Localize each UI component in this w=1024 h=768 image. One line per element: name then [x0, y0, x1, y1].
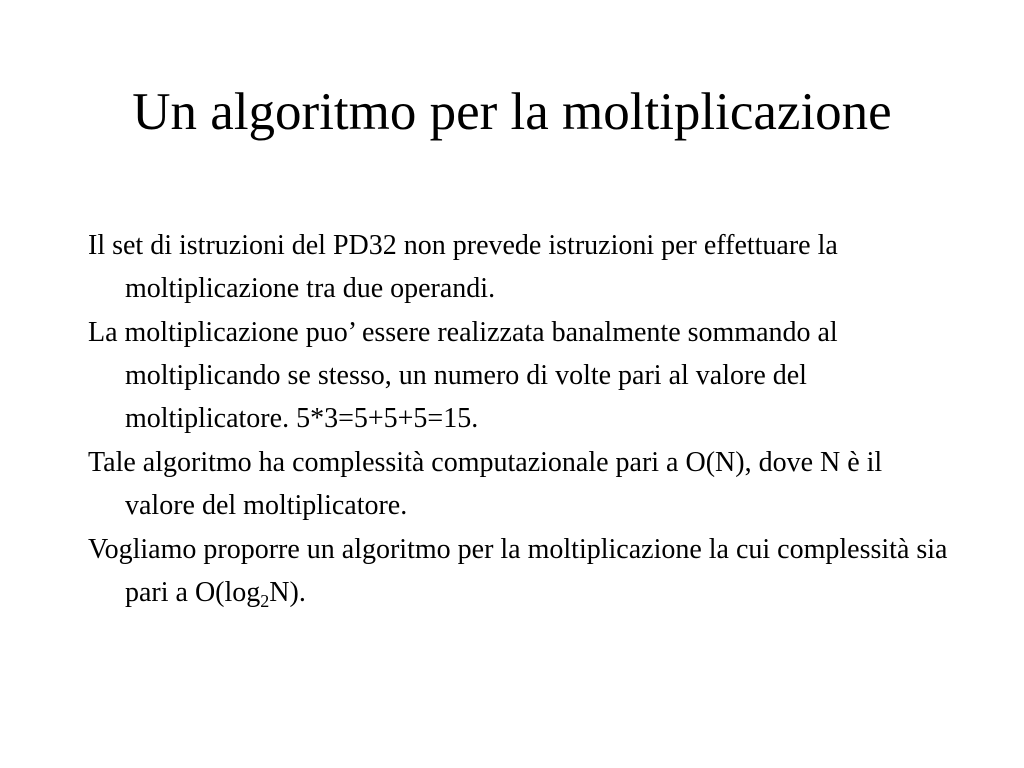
bullet-item	[88, 528, 948, 614]
bullet-text: La moltiplicazione puo’ essere realizzata banalmente sommando al moltiplicando se stesso, un numero di volte pari al valore del moltiplicatore. 5*3=5+5+5=15.	[88, 317, 838, 434]
bullet-text-before: Vogliamo proporre un algoritmo per la moltiplicazione la cui complessità sia pari a O(log	[88, 534, 948, 608]
bullet-text: Tale algoritmo ha complessità computazionale pari a O(N), dove N è il valore del moltiplicatore.	[88, 447, 883, 521]
bullet-item	[88, 441, 948, 527]
bullet-item	[88, 311, 948, 440]
log-base-subscript: 2	[260, 591, 270, 611]
slide-body	[88, 224, 948, 614]
slide-title: Un algoritmo per la moltiplicazione	[132, 83, 892, 141]
bullet-text: Il set di istruzioni del PD32 non prevede istruzioni per effettuare la moltiplicazione tra due operandi.	[88, 230, 838, 304]
bullet-text-after: N).	[269, 577, 306, 608]
bullet-item	[88, 224, 948, 310]
